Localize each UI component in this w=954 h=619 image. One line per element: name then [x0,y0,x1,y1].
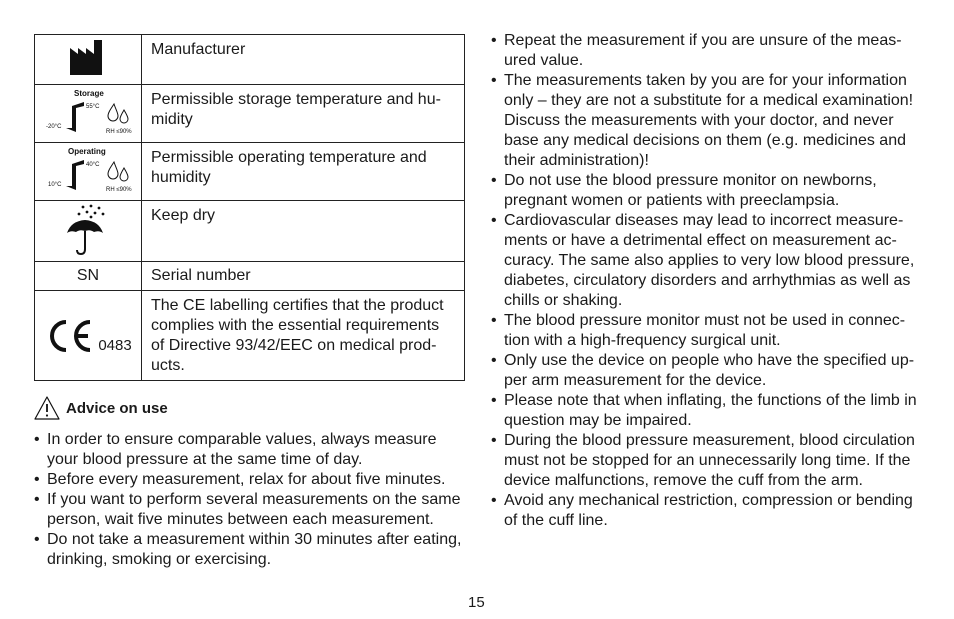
list-item: • Avoid any mechanical restriction, compression or bending of the cuff line. [491,491,921,531]
keep-dry-label: Keep dry [142,201,465,262]
ce-mark-icon [44,318,94,354]
ce-notified-body-number: 0483 [98,337,132,354]
advice-list-continued [491,31,921,531]
ce-symbol-cell [35,291,142,381]
storage-rh: RH ≤90% [106,129,132,135]
storage-description: Permissible storage temperature and hu-midity [142,85,465,143]
list-item: • The blood pressure monitor must not be used in connec-tion with a high-frequency surgical unit. [491,311,921,351]
manufacturer-symbol-cell [35,35,142,85]
factory-icon [68,38,108,76]
operating-symbol-cell [35,143,142,201]
symbol-row-manufacturer [35,35,465,85]
storage-min-temp: -20°C [46,124,62,130]
page-number: 15 [468,594,485,611]
serial-symbol-cell [35,262,142,291]
list-item: • Do not take a measurement within 30 minutes after eating, drinking, smoking or exercising. [34,530,466,570]
symbol-row-storage [35,85,465,143]
ce-description: The CE labelling certifies that the product complies with the essential requirements of Directive 93/42/EEC on medical prod-ucts. [142,291,465,381]
storage-symbol-cell [35,85,142,143]
keep-dry-symbol-cell [35,201,142,262]
operating-min-temp: 10°C [48,182,62,188]
symbol-row-serial [35,262,465,291]
symbol-row-keep-dry [35,201,465,262]
symbol-row-operating [35,143,465,201]
list-item: • Cardiovascular diseases may lead to incorrect measure-ments or have a detrimental effect on measurement ac-curacy. The same also applies to very low blood pressure, diabetes, circulatory disorders and arrhythmias as well as chills or shaking. [491,211,921,311]
symbols-table [34,34,465,381]
symbol-row-ce [35,291,465,381]
operating-max-temp: 40°C [86,162,100,168]
umbrella-icon [63,203,113,255]
advice-list [34,430,466,570]
list-item: • Please note that when inflating, the functions of the limb in question may be impaired. [491,391,921,431]
operating-rh: RH ≤90% [106,187,132,193]
list-item: • If you want to perform several measurements on the same person, wait five minutes between each measurement. [34,490,466,530]
advice-heading [34,396,168,420]
advice-heading-text: Advice on use [66,399,168,417]
list-item: • Before every measurement, relax for about five minutes. [34,470,466,490]
list-item: • Do not use the blood pressure monitor on newborns, pregnant women or patients with preeclampsia. [491,171,921,211]
operating-label: Operating [68,147,106,156]
storage-temperature-icon [38,86,138,136]
serial-number-symbol: SN [76,267,100,284]
storage-label: Storage [74,89,104,98]
list-item: • In order to ensure comparable values, always measure your blood pressure at the same time of day. [34,430,466,470]
operating-temperature-icon [38,144,138,194]
serial-number-label: Serial number [142,262,465,291]
storage-max-temp: 55°C [86,104,100,110]
list-item: • The measurements taken by you are for your information only – they are not a substitute for a medical examination! Discuss the measurements with your doctor, and never base any medical decisions on them (e.g. medicines and their administration)! [491,71,921,171]
list-item: • During the blood pressure measurement, blood circulation must not be stopped for an unnecessarily long time. If the device malfunctions, remove the cuff from the arm. [491,431,921,491]
operating-description: Permissible operating temperature and humidity [142,143,465,201]
warning-triangle-icon [34,396,60,420]
list-item: • Only use the device on people who have the specified up-per arm measurement for the device. [491,351,921,391]
list-item: • Repeat the measurement if you are unsure of the meas-ured value. [491,31,921,71]
manufacturer-label: Manufacturer [142,35,465,85]
